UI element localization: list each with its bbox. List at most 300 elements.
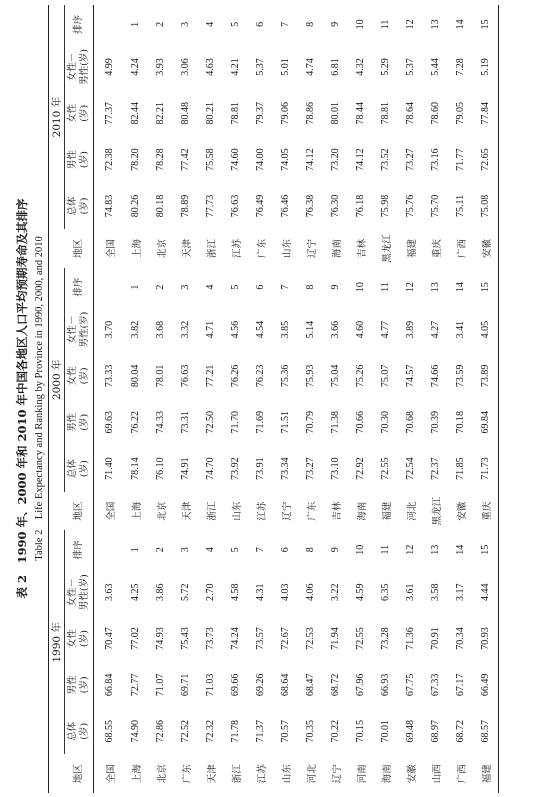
- cell-rank: 14: [455, 19, 466, 30]
- col-header-total: 总体 (岁): [65, 445, 94, 491]
- cell-region: 海南: [356, 501, 368, 521]
- cell-female: 72.55: [355, 627, 366, 650]
- cell-female: 78.01: [155, 364, 166, 388]
- cell-region: 浙江: [206, 501, 218, 521]
- col-header-rank: 排序: [65, 268, 94, 307]
- cell-region: 江苏: [256, 501, 268, 521]
- cell-female: 75.36: [280, 364, 291, 388]
- cell-male: 66.93: [380, 673, 391, 697]
- cell-total: 73.34: [280, 457, 291, 480]
- cell-rank: 12: [405, 282, 416, 293]
- cell-total: 70.15: [355, 719, 366, 743]
- cell-diff: 4.63: [205, 58, 216, 76]
- cell-region: 广西: [456, 764, 468, 784]
- cell-region: 全国: [105, 501, 117, 521]
- cell-female: 78.64: [405, 102, 416, 125]
- cell-diff: 5.29: [380, 58, 391, 76]
- cell-rank: 8: [305, 284, 316, 290]
- cell-female: 82.21: [155, 102, 166, 125]
- cell-diff: 6.35: [380, 583, 391, 601]
- cell-total: 75.76: [405, 194, 416, 218]
- cell-diff: 4.06: [305, 583, 316, 601]
- cell-diff: 3.41: [455, 320, 466, 339]
- cell-male: 71.51: [280, 411, 291, 434]
- table-row: [223, 5, 248, 793]
- cell-female: 79.37: [255, 102, 266, 125]
- cell-diff: 3.68: [155, 320, 166, 339]
- cell-male: 69.66: [230, 673, 241, 697]
- cell-male: 68.72: [330, 673, 341, 697]
- cell-male: 74.00: [255, 148, 266, 171]
- cell-female: 75.93: [305, 364, 316, 388]
- year-header-row: [49, 5, 65, 793]
- cell-rank: 15: [480, 282, 491, 293]
- cell-male: 71.77: [455, 148, 466, 171]
- cell-female: 75.07: [380, 364, 391, 388]
- cell-diff: 4.54: [255, 320, 266, 339]
- cell-region: 上海: [131, 764, 143, 784]
- cell-male: 74.33: [155, 411, 166, 434]
- cell-rank: 4: [205, 547, 216, 553]
- cell-rank: 15: [480, 544, 491, 555]
- cell-male: 70.66: [355, 411, 366, 434]
- table-title-zh: 表 2 1990 年、2000 年和 2010 年中国各地区人口平均预期寿命及其排序: [15, 198, 29, 599]
- cell-female: 73.57: [255, 627, 266, 650]
- cell-male: 74.12: [305, 148, 316, 171]
- cell-rank: 7: [280, 21, 291, 27]
- table-row: [198, 5, 223, 793]
- cell-diff: 3.58: [430, 583, 441, 601]
- cell-male: 66.49: [480, 673, 491, 697]
- cell-female: 70.93: [480, 627, 491, 650]
- cell-female: 76.63: [180, 364, 191, 388]
- cell-total: 73.91: [255, 457, 266, 480]
- cell-rank: 3: [180, 284, 191, 290]
- cell-region: 天津: [181, 501, 193, 521]
- cell-diff: 3.06: [180, 58, 191, 76]
- cell-region: 吉林: [331, 501, 343, 521]
- col-header-male: 男性 (岁): [65, 136, 94, 182]
- cell-rank: 11: [380, 19, 391, 30]
- cell-female: 74.57: [405, 364, 416, 388]
- cell-diff: 4.21: [230, 58, 241, 76]
- cell-region: 辽宁: [306, 238, 318, 258]
- cell-total: 74.83: [104, 194, 115, 218]
- cell-region: 浙江: [206, 238, 218, 258]
- cell-female: 76.26: [230, 364, 241, 388]
- table-row: [423, 5, 448, 793]
- table-body: [94, 5, 499, 793]
- cell-region: 广西: [456, 238, 468, 258]
- cell-total: 72.37: [430, 457, 441, 480]
- cell-diff: 3.17: [455, 583, 466, 601]
- cell-region: 天津: [206, 764, 218, 784]
- cell-total: 77.73: [205, 194, 216, 218]
- col-header-female: 女性 (岁): [65, 615, 94, 661]
- table-row: [448, 5, 473, 793]
- cell-region: 重庆: [431, 238, 443, 258]
- cell-female: 71.36: [405, 627, 416, 650]
- year-1990-header: 1990 年: [49, 530, 65, 754]
- cell-male: 72.65: [480, 148, 491, 171]
- cell-rank: 4: [205, 284, 216, 290]
- cell-region: 北京: [156, 238, 168, 258]
- cell-male: 73.20: [330, 148, 341, 171]
- cell-total: 74.91: [180, 457, 191, 480]
- cell-total: 68.55: [104, 719, 115, 743]
- cell-rank: 10: [355, 19, 366, 30]
- col-header-female: 女性 (岁): [65, 90, 94, 136]
- cell-male: 69.84: [480, 411, 491, 434]
- cell-diff: 4.25: [130, 583, 141, 601]
- cell-total: 76.46: [280, 194, 291, 218]
- cell-rank: 13: [430, 282, 441, 293]
- cell-total: 68.72: [455, 719, 466, 743]
- cell-female: 74.24: [230, 627, 241, 650]
- cell-rank: 12: [405, 544, 416, 555]
- cell-rank: 6: [255, 21, 266, 27]
- table-row: [94, 5, 124, 793]
- cell-total: 73.10: [330, 457, 341, 480]
- cell-rank: 10: [355, 544, 366, 555]
- cell-diff: 3.22: [330, 583, 341, 601]
- cell-rank: 13: [430, 19, 441, 30]
- cell-region: 北京: [156, 501, 168, 521]
- cell-region: 山东: [231, 501, 243, 521]
- cell-female: 77.84: [480, 102, 491, 125]
- cell-diff: 3.89: [405, 320, 416, 339]
- cell-female: 74.93: [155, 627, 166, 650]
- cell-region: 广东: [181, 764, 193, 784]
- cell-rank: 9: [330, 547, 341, 553]
- cell-diff: 4.03: [280, 583, 291, 601]
- cell-rank: 5: [230, 284, 241, 290]
- cell-total: 76.38: [305, 194, 316, 218]
- cell-total: 76.49: [255, 194, 266, 218]
- cell-region: 海南: [381, 764, 393, 784]
- cell-male: 68.64: [280, 673, 291, 697]
- year-2010-header: 2010 年: [49, 5, 65, 229]
- cell-rank: 5: [230, 547, 241, 553]
- cell-female: 73.33: [104, 364, 115, 388]
- cell-male: 69.71: [180, 673, 191, 697]
- cell-male: 77.42: [180, 148, 191, 171]
- cell-total: 74.90: [130, 719, 141, 743]
- col-header-diff: 女性－ 男性(岁): [65, 306, 94, 352]
- cell-male: 73.31: [180, 411, 191, 434]
- col-header-total: 总体 (岁): [65, 708, 94, 754]
- cell-region: 福建: [381, 501, 393, 521]
- cell-female: 70.91: [430, 627, 441, 650]
- cell-total: 72.54: [405, 457, 416, 480]
- cell-total: 75.98: [380, 194, 391, 218]
- cell-diff: 5.14: [305, 320, 316, 339]
- cell-diff: 4.77: [380, 320, 391, 339]
- cell-diff: 3.63: [104, 583, 115, 601]
- cell-rank: 7: [255, 547, 266, 553]
- cell-region: 安徽: [481, 238, 493, 258]
- cell-male: 78.20: [130, 148, 141, 171]
- cell-rank: 5: [230, 21, 241, 27]
- cell-region: 全国: [105, 764, 117, 784]
- col-header-region: 地区: [65, 754, 94, 793]
- cell-total: 71.78: [230, 719, 241, 743]
- cell-female: 77.37: [104, 102, 115, 125]
- cell-rank: 13: [430, 544, 441, 555]
- cell-diff: 4.58: [230, 583, 241, 601]
- cell-diff: 4.59: [355, 583, 366, 601]
- col-header-region: 地区: [65, 492, 94, 531]
- cell-region: 河北: [406, 501, 418, 521]
- col-header-diff: 女性－ 男性(岁): [65, 44, 94, 90]
- table-row: [123, 5, 148, 793]
- table-row: [398, 5, 423, 793]
- cell-total: 72.52: [180, 719, 191, 743]
- cell-region: 福建: [406, 238, 418, 258]
- cell-female: 77.02: [130, 627, 141, 650]
- cell-rank: 10: [355, 282, 366, 293]
- cell-total: 75.08: [480, 194, 491, 218]
- cell-region: 安徽: [456, 501, 468, 521]
- cell-diff: 4.44: [480, 583, 491, 601]
- cell-female: 73.59: [455, 364, 466, 388]
- cell-total: 75.11: [455, 194, 466, 218]
- cell-diff: 7.28: [455, 58, 466, 76]
- cell-female: 78.81: [230, 102, 241, 125]
- cell-male: 74.60: [230, 148, 241, 171]
- cell-rank: 15: [480, 19, 491, 30]
- cell-rank: 1: [130, 21, 141, 27]
- col-header-diff: 女性－ 男性(岁): [65, 569, 94, 615]
- cell-female: 73.28: [380, 627, 391, 650]
- cell-region: 吉林: [356, 238, 368, 258]
- cell-total: 74.70: [205, 457, 216, 480]
- cell-female: 75.43: [180, 627, 191, 650]
- cell-total: 80.26: [130, 194, 141, 218]
- cell-male: 71.07: [155, 673, 166, 697]
- cell-region: 广东: [256, 238, 268, 258]
- cell-region: 黑龙江: [381, 234, 393, 263]
- cell-total: 68.97: [430, 719, 441, 743]
- cell-rank: 14: [455, 544, 466, 555]
- cell-total: 71.73: [480, 457, 491, 480]
- cell-total: 69.48: [405, 719, 416, 743]
- cell-rank: 3: [180, 547, 191, 553]
- cell-diff: 3.93: [155, 58, 166, 76]
- cell-male: 71.38: [330, 411, 341, 434]
- cell-male: 73.27: [405, 148, 416, 171]
- cell-rank: 8: [305, 547, 316, 553]
- cell-diff: 5.44: [430, 58, 441, 76]
- cell-male: 67.96: [355, 673, 366, 697]
- cell-female: 80.48: [180, 102, 191, 125]
- cell-diff: 5.37: [405, 58, 416, 76]
- table-row: [273, 5, 298, 793]
- cell-total: 76.18: [355, 194, 366, 218]
- cell-male: 72.77: [130, 673, 141, 697]
- cell-total: 73.27: [305, 457, 316, 480]
- cell-male: 70.30: [380, 411, 391, 434]
- cell-region: 浙江: [231, 764, 243, 784]
- col-header-rank: 排序: [65, 530, 94, 569]
- cell-diff: 4.32: [355, 58, 366, 76]
- cell-female: 72.67: [280, 627, 291, 650]
- cell-rank: 1: [130, 284, 141, 290]
- cell-male: 74.05: [280, 148, 291, 171]
- cell-diff: 4.27: [430, 320, 441, 339]
- cell-male: 73.16: [430, 148, 441, 171]
- cell-region: 黑龙江: [431, 496, 443, 526]
- cell-female: 79.05: [455, 102, 466, 125]
- cell-diff: 4.56: [230, 320, 241, 339]
- cell-total: 75.70: [430, 194, 441, 218]
- cell-total: 71.85: [455, 457, 466, 480]
- cell-total: 70.57: [280, 719, 291, 743]
- cell-male: 66.84: [104, 673, 115, 697]
- cell-male: 67.75: [405, 673, 416, 697]
- cell-female: 73.73: [205, 627, 216, 650]
- cell-female: 78.44: [355, 102, 366, 125]
- table-row: [248, 5, 273, 793]
- cell-male: 67.17: [455, 673, 466, 697]
- cell-female: 75.26: [355, 364, 366, 388]
- cell-diff: 3.32: [180, 320, 191, 339]
- cell-male: 69.63: [104, 411, 115, 434]
- cell-male: 70.68: [405, 411, 416, 434]
- cell-female: 78.86: [305, 102, 316, 125]
- cell-total: 78.89: [180, 194, 191, 218]
- cell-male: 70.18: [455, 411, 466, 434]
- table-row: [148, 5, 173, 793]
- cell-region: 山东: [281, 238, 293, 258]
- cell-total: 70.35: [305, 719, 316, 743]
- cell-rank: 6: [280, 547, 291, 553]
- cell-rank: 2: [155, 21, 166, 27]
- cell-region: 江苏: [231, 238, 243, 258]
- cell-rank: 6: [255, 284, 266, 290]
- cell-female: 74.66: [430, 364, 441, 388]
- cell-diff: 4.99: [104, 58, 115, 76]
- cell-male: 71.70: [230, 411, 241, 434]
- cell-diff: 6.81: [330, 58, 341, 76]
- cell-region: 河北: [306, 764, 318, 784]
- col-header-male: 男性 (岁): [65, 399, 94, 445]
- cell-female: 70.47: [104, 627, 115, 650]
- cell-total: 78.14: [130, 457, 141, 480]
- table-row: [323, 5, 348, 793]
- cell-female: 78.81: [380, 102, 391, 125]
- cell-male: 68.47: [305, 673, 316, 697]
- cell-diff: 5.72: [180, 583, 191, 601]
- cell-female: 82.44: [130, 102, 141, 125]
- cell-diff: 5.37: [255, 58, 266, 76]
- cell-total: 76.63: [230, 194, 241, 218]
- cell-rank: 8: [305, 21, 316, 27]
- cell-total: 72.92: [355, 457, 366, 480]
- cell-region: 上海: [131, 238, 143, 258]
- cell-male: 75.58: [205, 148, 216, 171]
- cell-region: 山西: [431, 764, 443, 784]
- cell-rank: 4: [205, 21, 216, 27]
- col-header-female: 女性 (岁): [65, 353, 94, 399]
- cell-rank: 7: [280, 284, 291, 290]
- cell-rank: 9: [330, 21, 341, 27]
- cell-diff: 4.05: [480, 320, 491, 339]
- cell-region: 上海: [131, 501, 143, 521]
- cell-female: 79.06: [280, 102, 291, 125]
- cell-rank: 14: [455, 282, 466, 293]
- cell-region: 辽宁: [281, 501, 293, 521]
- cell-region: 山东: [281, 764, 293, 784]
- cell-region: 辽宁: [331, 764, 343, 784]
- cell-total: 76.30: [330, 194, 341, 218]
- col-header-region: 地区: [65, 229, 94, 268]
- cell-male: 71.03: [205, 673, 216, 697]
- cell-region: 天津: [181, 238, 193, 258]
- cell-rank: 3: [180, 21, 191, 27]
- table-row: [298, 5, 323, 793]
- cell-male: 72.38: [104, 148, 115, 171]
- cell-region: 全国: [105, 238, 117, 258]
- cell-rank: 12: [405, 19, 416, 30]
- cell-total: 71.37: [255, 719, 266, 743]
- cell-region: 海南: [331, 238, 343, 258]
- cell-male: 69.26: [255, 673, 266, 697]
- cell-rank: 2: [155, 547, 166, 553]
- cell-rank: 9: [330, 284, 341, 290]
- cell-diff: 4.31: [255, 583, 266, 601]
- cell-region: 广东: [306, 501, 318, 521]
- table-row: [348, 5, 373, 793]
- cell-rank: 2: [155, 284, 166, 290]
- year-2000-header: 2000 年: [49, 268, 65, 492]
- cell-diff: 3.85: [280, 320, 291, 339]
- cell-rank: [94, 530, 124, 569]
- cell-total: 68.57: [480, 719, 491, 743]
- cell-male: 71.69: [255, 411, 266, 434]
- cell-male: 74.12: [355, 148, 366, 171]
- cell-male: 67.33: [430, 673, 441, 697]
- cell-female: 76.23: [255, 364, 266, 388]
- cell-male: 73.52: [380, 148, 391, 171]
- cell-diff: 4.24: [130, 58, 141, 76]
- cell-female: 77.21: [205, 364, 216, 388]
- table-title-en: Table 2 Life Expectancy and Ranking by Province in 1990, 2000, and 2010: [34, 236, 45, 561]
- cell-diff: 3.82: [130, 320, 141, 339]
- cell-female: 80.01: [330, 102, 341, 125]
- cell-female: 70.34: [455, 627, 466, 650]
- cell-male: 78.28: [155, 148, 166, 171]
- col-header-male: 男性 (岁): [65, 662, 94, 708]
- cell-diff: 3.61: [405, 583, 416, 601]
- cell-total: 71.40: [104, 457, 115, 480]
- cell-rank: [94, 268, 124, 307]
- cell-female: 78.60: [430, 102, 441, 125]
- cell-total: 70.01: [380, 719, 391, 743]
- cell-region: 河南: [356, 764, 368, 784]
- cell-female: 71.94: [330, 627, 341, 650]
- cell-female: 73.89: [480, 364, 491, 388]
- cell-region: 江苏: [256, 764, 268, 784]
- cell-male: 72.50: [205, 411, 216, 434]
- cell-diff: 4.60: [355, 320, 366, 339]
- cell-male: 70.79: [305, 411, 316, 434]
- cell-female: 72.53: [305, 627, 316, 650]
- cell-female: 80.04: [130, 364, 141, 388]
- cell-rank: 1: [130, 547, 141, 553]
- cell-male: 70.39: [430, 411, 441, 434]
- cell-total: 73.92: [230, 457, 241, 480]
